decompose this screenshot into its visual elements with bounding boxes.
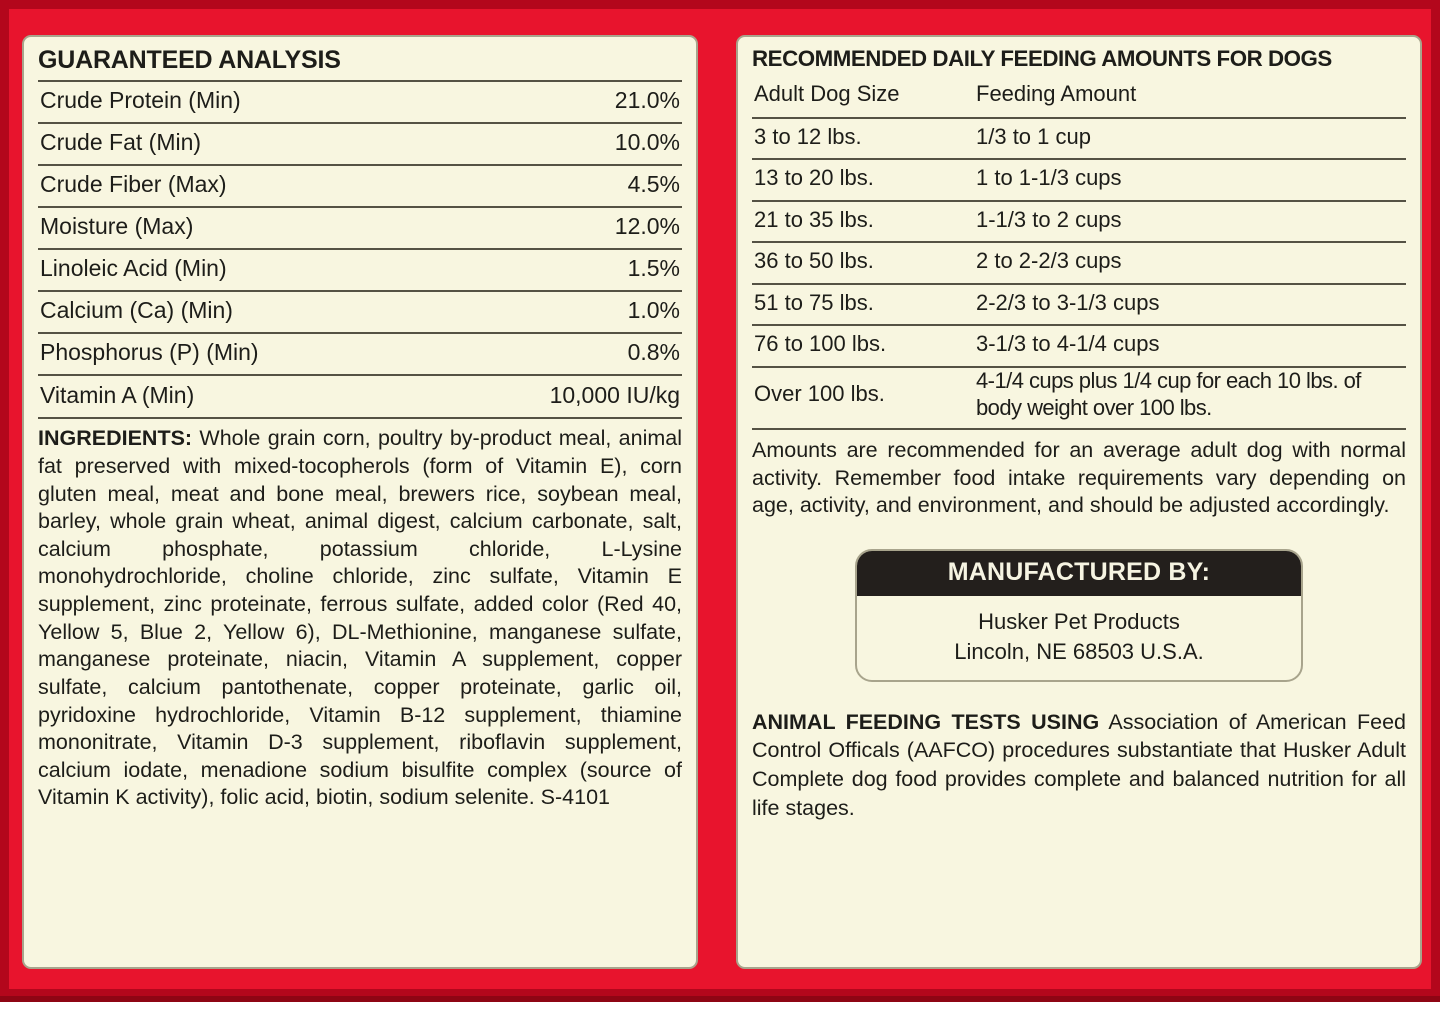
manufacturer-details — [857, 596, 1301, 680]
column-header-dog-size: Adult Dog Size — [754, 81, 900, 107]
feeding-amount: 1 to 1-1/3 cups — [974, 159, 1406, 201]
table-row — [38, 249, 682, 291]
manufacturer-header: MANUFACTURED BY: — [857, 551, 1301, 596]
nutrient-name: Moisture (Max) — [38, 207, 360, 249]
nutrient-value: 21.0% — [360, 81, 682, 123]
table-row — [752, 118, 1406, 160]
feeding-amount: 1/3 to 1 cup — [974, 118, 1406, 160]
manufacturer-address: Lincoln, NE 68503 U.S.A. — [954, 638, 1204, 664]
plate-bottom-edge — [0, 996, 1440, 1002]
aafco-lead: ANIMAL FEEDING TESTS USING — [752, 709, 1100, 734]
table-row — [752, 159, 1406, 201]
table-row — [38, 123, 682, 165]
right-panel-content — [752, 47, 1406, 959]
guaranteed-analysis-title: GUARANTEED ANALYSIS — [38, 46, 341, 74]
table-row — [38, 291, 682, 333]
nutrient-value: 4.5% — [360, 165, 682, 207]
table-row — [38, 81, 682, 123]
nutrient-value: 1.5% — [360, 249, 682, 291]
guaranteed-analysis-table — [38, 80, 682, 417]
feeding-amount: 2 to 2-2/3 cups — [974, 242, 1406, 284]
feeding-amount: 1-1/3 to 2 cups — [974, 201, 1406, 243]
table-row — [752, 201, 1406, 243]
feeding-chart-title: RECOMMENDED DAILY FEEDING AMOUNTS FOR DOGS — [752, 46, 1332, 71]
nutrient-value: 1.0% — [360, 291, 682, 333]
table-row — [752, 242, 1406, 284]
dog-size: Over 100 lbs. — [752, 367, 974, 428]
table-header-row — [752, 76, 1406, 118]
nutrient-value: 10,000 IU/kg — [360, 375, 682, 417]
feeding-amount: 3-1/3 to 4-1/4 cups — [974, 325, 1406, 367]
feeding-note-text: Amounts are recommended for an average adult dog with normal activity. Remember food intake requirements vary depending on age, activity, and environment, and should be adjusted accordingly. — [752, 437, 1406, 518]
table-row — [38, 375, 682, 417]
nutrient-name: Vitamin A (Min) — [38, 375, 360, 417]
manufacturer-name: Husker Pet Products — [978, 609, 1180, 635]
dog-size: 13 to 20 lbs. — [752, 159, 974, 201]
aafco-body: Association of American Feed Control Officals (AAFCO) procedures substantiate that Husker Adult Complete dog food provides complete and balanced nutrition for all life stages. — [752, 709, 1406, 820]
nutrient-name: Linoleic Acid (Min) — [38, 249, 360, 291]
nutrient-name: Crude Fiber (Max) — [38, 165, 360, 207]
nutrient-value: 10.0% — [360, 123, 682, 165]
feeding-amounts-table — [752, 76, 1406, 427]
nutrient-value: 0.8% — [360, 333, 682, 375]
nutrient-name: Crude Fat (Min) — [38, 123, 360, 165]
table-row — [38, 165, 682, 207]
dog-size: 3 to 12 lbs. — [752, 118, 974, 160]
nutrient-name: Calcium (Ca) (Min) — [38, 291, 360, 333]
feeding-amount: 2-2/3 to 3-1/3 cups — [974, 284, 1406, 326]
table-row — [752, 325, 1406, 367]
guaranteed-analysis-panel — [22, 35, 698, 969]
ingredients-label: INGREDIENTS: — [38, 426, 193, 451]
table-row — [38, 207, 682, 249]
aafco-statement-block — [752, 708, 1406, 822]
feeding-note-block — [752, 428, 1406, 521]
aafco-statement — [752, 708, 1406, 822]
table-row — [752, 284, 1406, 326]
nutrient-name: Phosphorus (P) (Min) — [38, 333, 360, 375]
dog-size: 76 to 100 lbs. — [752, 325, 974, 367]
manufacturer-box — [855, 549, 1303, 682]
dog-size: 21 to 35 lbs. — [752, 201, 974, 243]
table-row — [752, 367, 1406, 428]
ingredients-body: Whole grain corn, poultry by-product meal, animal fat preserved with mixed-tocopherols (form of Vitamin E), corn gluten meal, meat and bone meal, brewers rice, soybean meal, barley, whole grain wheat, animal digest, calcium carbonate, salt, calcium phosphate, potassium chloride, L-Lysine monohydrochloride, choline chloride, zinc sulfate, Vitamin E supplement, zinc proteinate, ferrous sulfate, added color (Red 40, Yellow 5, Blue 2, Yellow 6), DL-Methionine, manganese sulfate, manganese proteinate, niacin, Vitamin A supplement, copper sulfate, calcium pantothenate, copper proteinate, garlic oil, pyridoxine hydrochloride, Vitamin B-12 supplement, thiamine mononitrate, Vitamin D-3 supplement, riboflavin supplement, calcium iodate, menadione sodium bisulfite complex (source of Vitamin K activity), folic acid, biotin, sodium selenite. S-4101 — [38, 426, 682, 810]
ingredients-paragraph — [38, 425, 682, 812]
dog-size: 36 to 50 lbs. — [752, 242, 974, 284]
nutrient-value: 12.0% — [360, 207, 682, 249]
left-panel-content — [38, 47, 682, 959]
dog-size: 51 to 75 lbs. — [752, 284, 974, 326]
feeding-guide-panel — [736, 35, 1422, 969]
ingredients-block — [38, 417, 682, 812]
feeding-amount: 4-1/4 cups plus 1/4 cup for each 10 lbs. of body weight over 100 lbs. — [974, 367, 1406, 428]
column-header-feeding-amount: Feeding Amount — [976, 81, 1137, 107]
table-row — [38, 333, 682, 375]
nutrient-name: Crude Protein (Min) — [38, 81, 360, 123]
